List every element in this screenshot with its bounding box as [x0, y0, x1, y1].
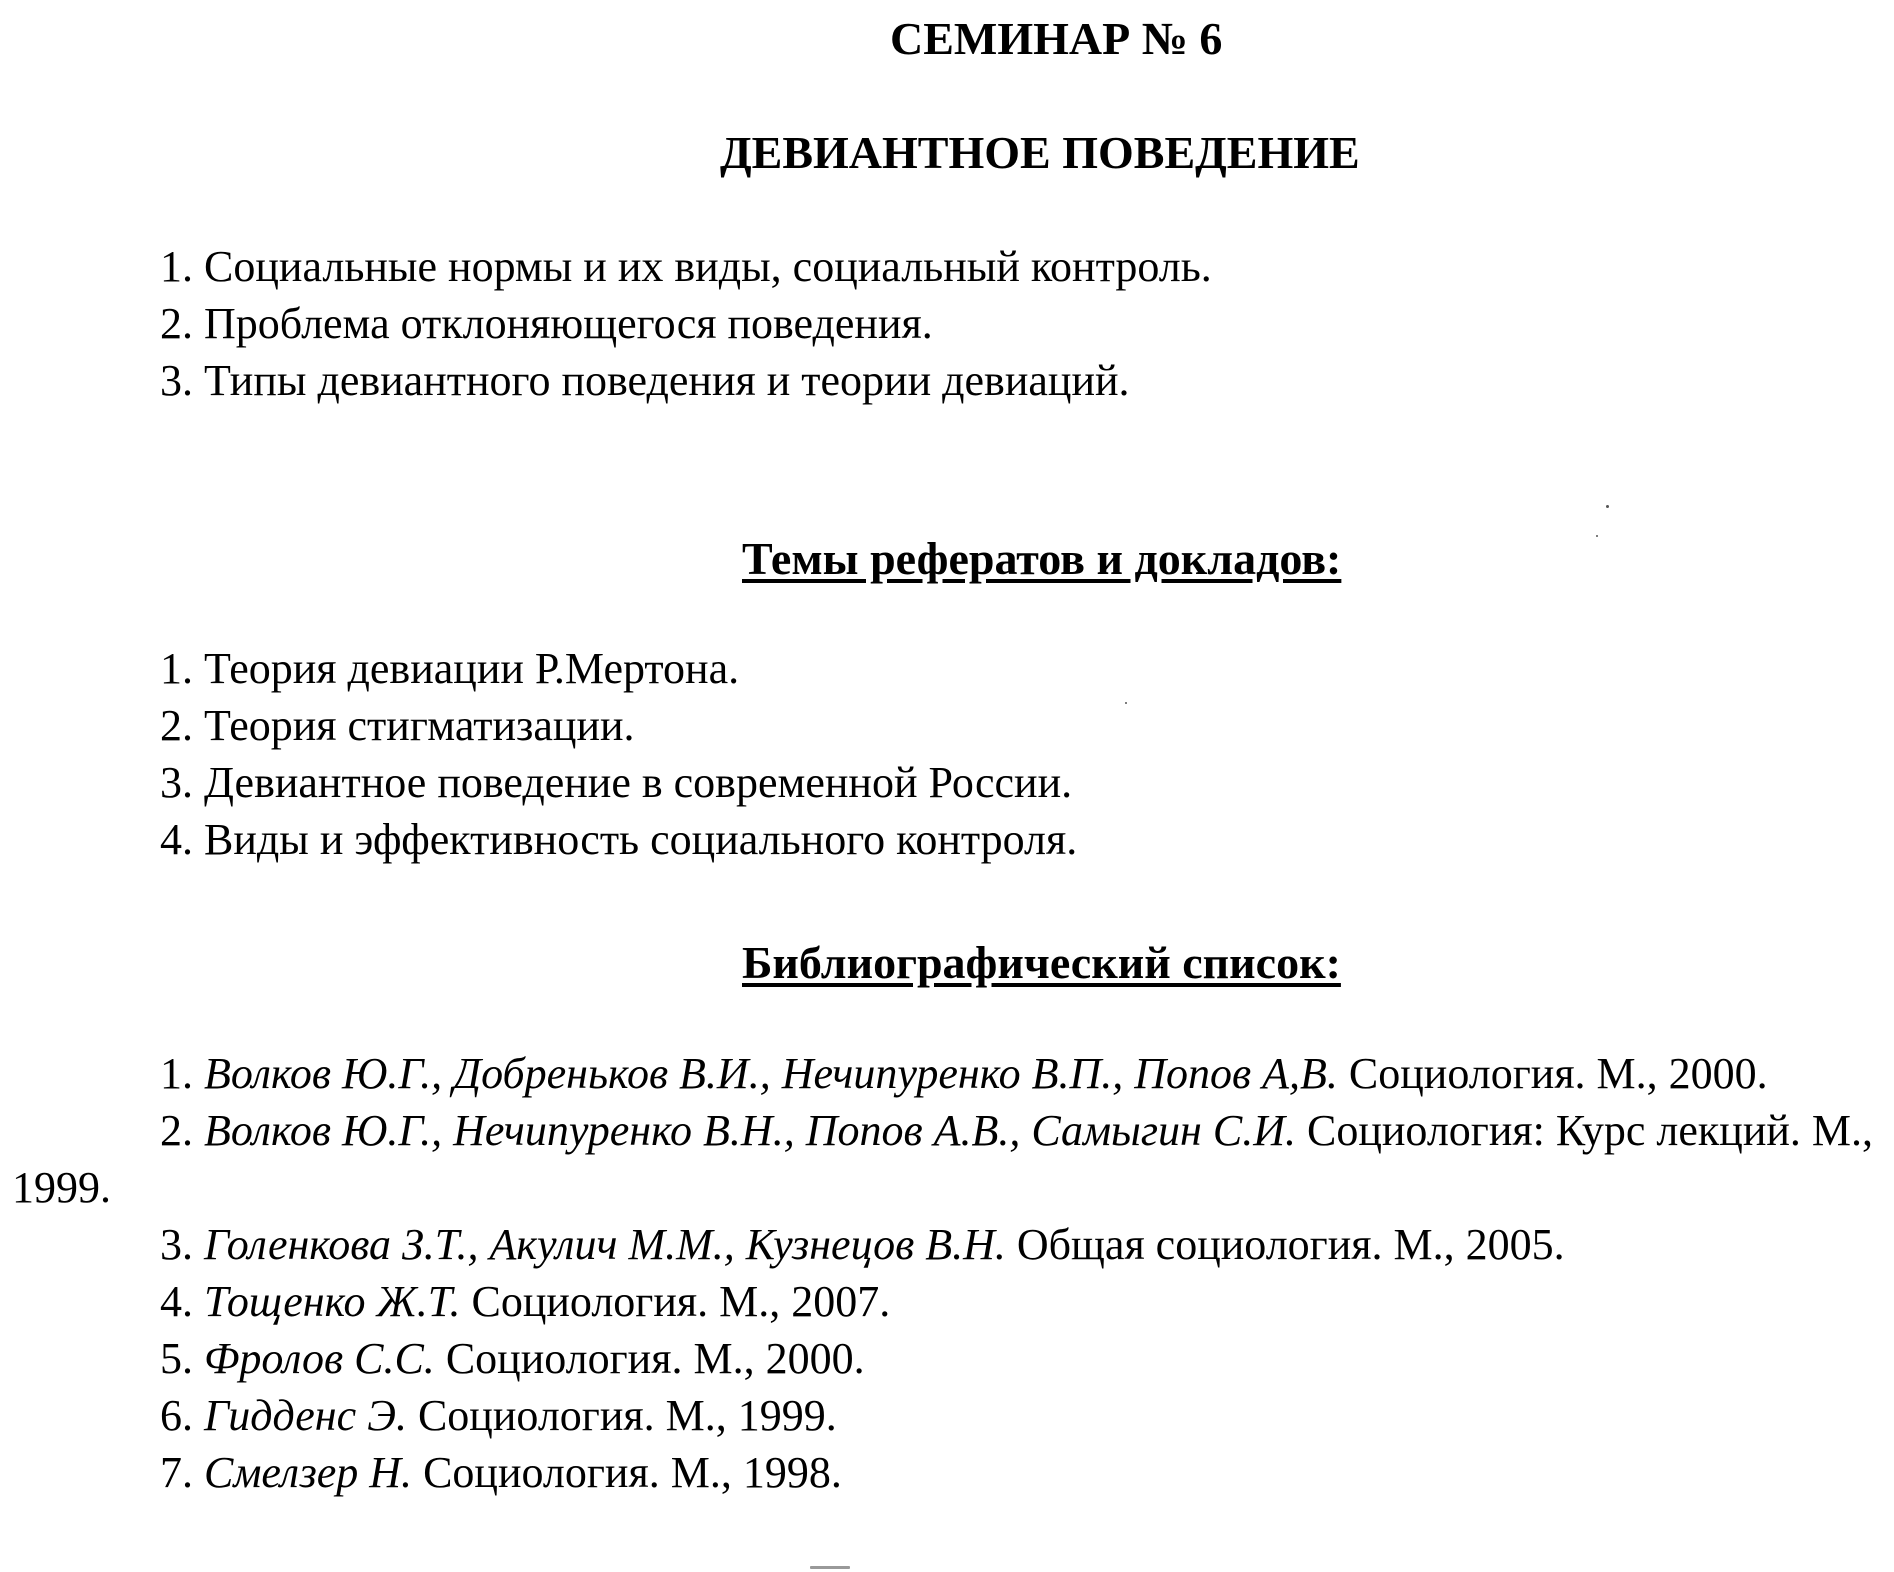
- item-number: 6.: [160, 1391, 193, 1440]
- scan-speck: [1125, 702, 1127, 704]
- topics-heading: Темы рефератов и докладов:: [742, 533, 1342, 584]
- item-number: 5.: [160, 1334, 193, 1383]
- topic-item: 3. Девиантное поведение в современной России.: [160, 758, 1073, 807]
- item-authors: Голенкова З.Т., Акулич М.М., Кузнецов В.Н.: [204, 1220, 1006, 1269]
- scan-speck: [1596, 535, 1598, 537]
- bibliography-item: [12, 1102, 1888, 1216]
- item-number: 2.: [160, 1106, 193, 1155]
- topic-item: 1. Теория девиации Р.Мертона.: [160, 644, 740, 693]
- question-item: 2. Проблема отклоняющегося поведения.: [160, 299, 933, 348]
- item-details: Социология: Курс лекций. М., 1999.: [12, 1106, 1874, 1212]
- item-authors: Гидденс Э.: [204, 1391, 407, 1440]
- bibliography-item: [12, 1387, 1888, 1444]
- bibliography-heading: Библиографический список:: [742, 937, 1341, 988]
- item-number: 7.: [160, 1448, 193, 1497]
- topic-title: ДЕВИАНТНОЕ ПОВЕДЕНИЕ: [720, 127, 1360, 178]
- topic-item: 4. Виды и эффективность социального контроля.: [160, 815, 1078, 864]
- topic-item: 2. Теория стигматизации.: [160, 701, 635, 750]
- seminar-title: СЕМИНАР № 6: [890, 13, 1223, 64]
- scan-speck: [1606, 505, 1609, 508]
- seminar-questions-list: [160, 238, 1212, 409]
- item-authors: Смелзер Н.: [204, 1448, 413, 1497]
- item-details: Социология. М., 2000.: [445, 1334, 865, 1383]
- bibliography-item: [12, 1216, 1888, 1273]
- bibliography-item: [12, 1444, 1888, 1501]
- scan-speck: [810, 1566, 850, 1569]
- item-details: Социология. М., 2007.: [471, 1277, 891, 1326]
- item-authors: Тощенко Ж.Т.: [204, 1277, 461, 1326]
- item-details: Социология. М., 1999.: [417, 1391, 837, 1440]
- item-details: Общая социология. М., 2005.: [1016, 1220, 1565, 1269]
- bibliography-list: [12, 1045, 1888, 1501]
- item-number: 3.: [160, 1220, 193, 1269]
- item-authors: Волков Ю.Г., Добреньков В.И., Нечипуренко В.П., Попов А,В.: [204, 1049, 1338, 1098]
- item-authors: Волков Ю.Г., Нечипуренко В.Н., Попов А.В., Самыгин С.И.: [204, 1106, 1296, 1155]
- item-authors: Фролов С.С.: [204, 1334, 435, 1383]
- question-item: 1. Социальные нормы и их виды, социальный контроль.: [160, 242, 1212, 291]
- item-details: Социология. М., 2000.: [1348, 1049, 1768, 1098]
- report-topics-list: [160, 640, 1077, 868]
- item-number: 1.: [160, 1049, 193, 1098]
- item-number: 4.: [160, 1277, 193, 1326]
- bibliography-item: [12, 1330, 1888, 1387]
- question-item: 3. Типы девиантного поведения и теории девиаций.: [160, 356, 1130, 405]
- bibliography-item: [12, 1273, 1888, 1330]
- item-details: Социология. М., 1998.: [423, 1448, 842, 1497]
- bibliography-item: [12, 1045, 1888, 1102]
